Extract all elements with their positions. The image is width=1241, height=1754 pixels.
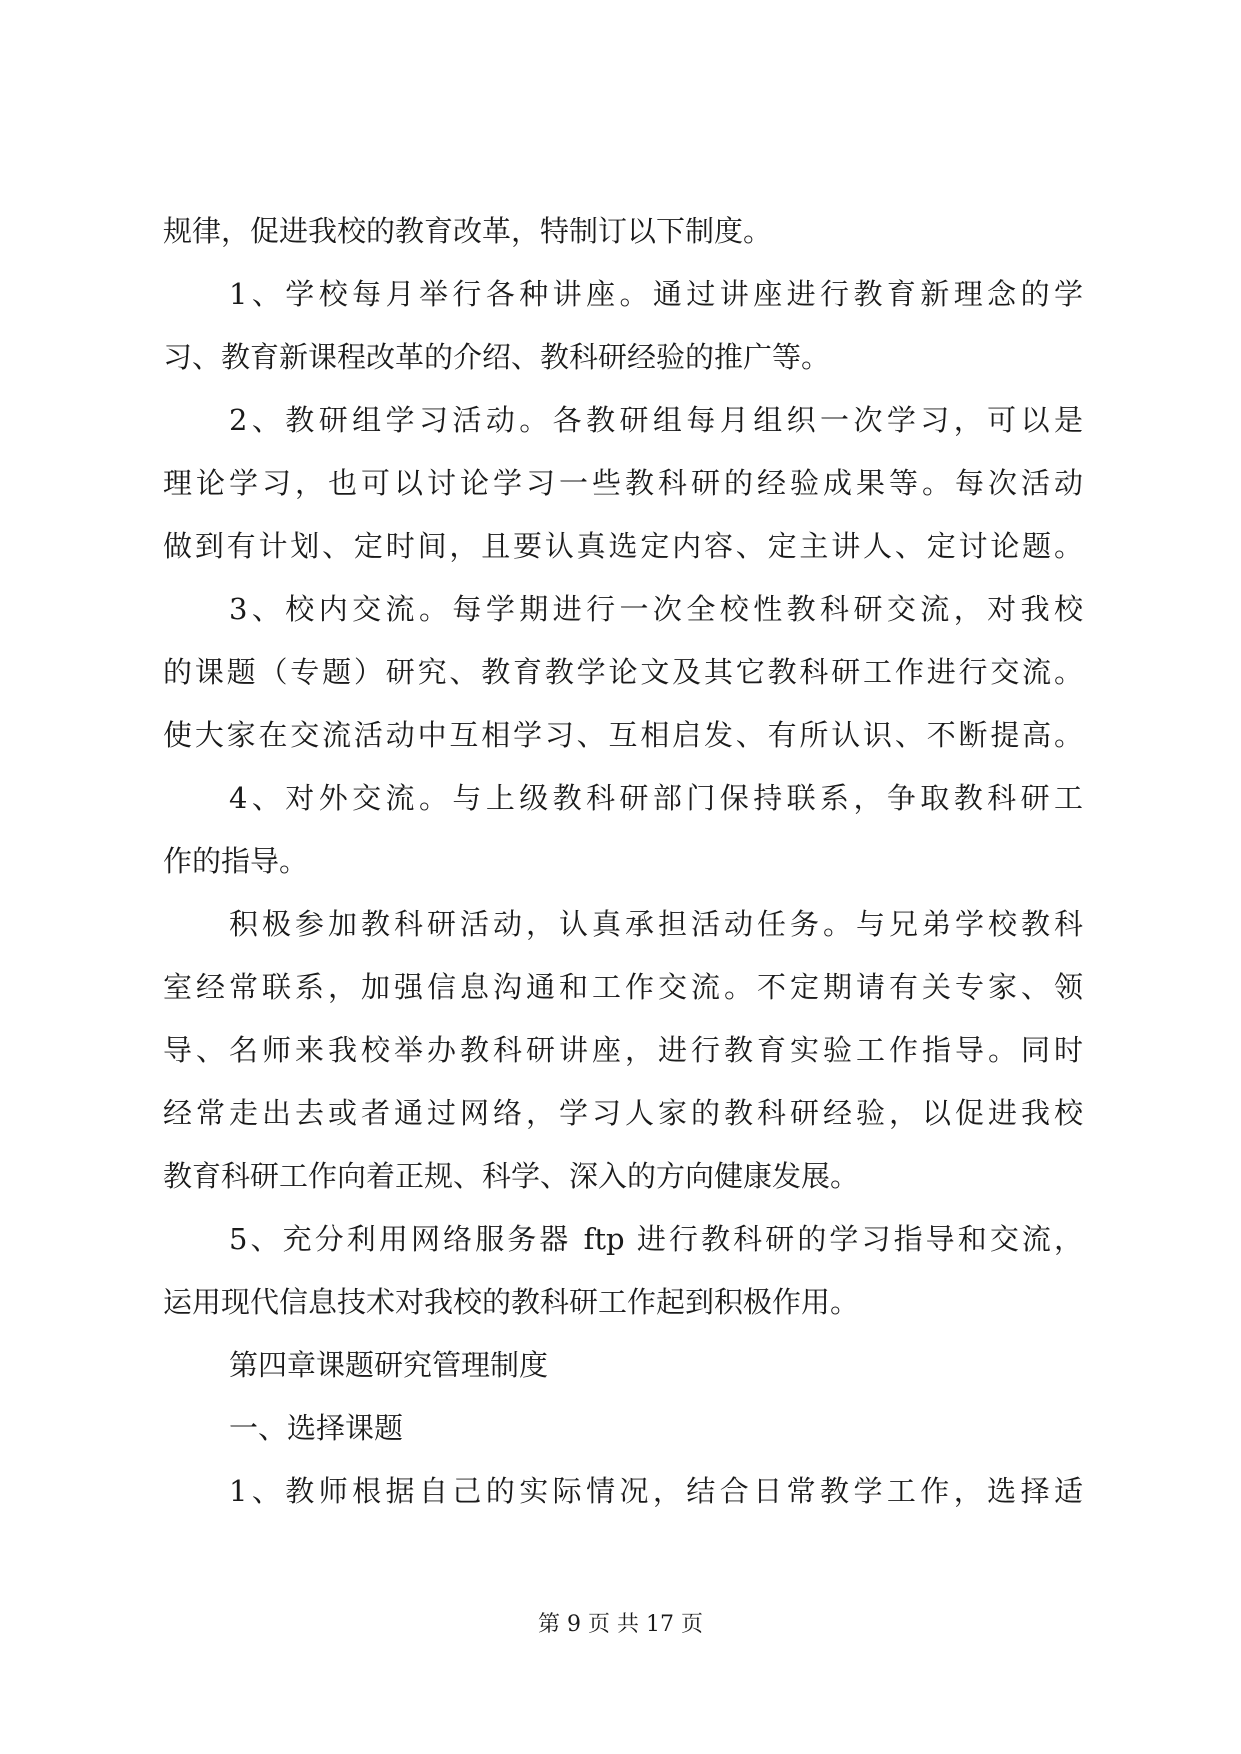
text-line: 习、教育新课程改革的介绍、教科研经验的推广等。 [163, 340, 831, 374]
text-line: 教育科研工作向着正规、科学、深入的方向健康发展。 [163, 1159, 860, 1193]
text-line: 积极参加教科研活动，认真承担活动任务。与兄弟学校教科 [229, 907, 1083, 941]
page-footer: 第 9 页 共 17 页 [538, 1612, 703, 1637]
text-line: 1、学校每月举行各种讲座。通过讲座进行教育新理念的学 [229, 277, 1083, 311]
text-line: 导、名师来我校举办教科研讲座，进行教育实验工作指导。同时 [163, 1033, 1083, 1067]
text-line: 1、教师根据自己的实际情况，结合日常教学工作，选择适 [229, 1474, 1083, 1508]
text-line: 使大家在交流活动中互相学习、互相启发、有所认识、不断提高。 [163, 718, 1083, 752]
text-line: 作的指导。 [163, 844, 309, 878]
text-line: 做到有计划、定时间，且要认真选定内容、定主讲人、定讨论题。 [163, 529, 1083, 563]
text-line: 一、选择课题 [229, 1411, 404, 1445]
text-line: 室经常联系，加强信息沟通和工作交流。不定期请有关专家、领 [163, 970, 1083, 1004]
text-line: 理论学习，也可以讨论学习一些教科研的经验成果等。每次活动 [163, 466, 1083, 500]
text-line: 经常走出去或者通过网络，学习人家的教科研经验，以促进我校 [163, 1096, 1083, 1130]
text-line: 的课题（专题）研究、教育教学论文及其它教科研工作进行交流。 [163, 655, 1083, 689]
text-line: 4、对外交流。与上级教科研部门保持联系，争取教科研工 [229, 781, 1083, 815]
text-line: 5、充分利用网络服务器 ftp 进行教科研的学习指导和交流， [229, 1222, 1083, 1256]
text-line: 2、教研组学习活动。各教研组每月组织一次学习，可以是 [229, 403, 1083, 437]
text-line: 运用现代信息技术对我校的教科研工作起到积极作用。 [163, 1285, 860, 1319]
text-line: 第四章课题研究管理制度 [229, 1348, 549, 1382]
body-text [163, 200, 1083, 1523]
text-line: 规律，促进我校的教育改革，特制订以下制度。 [163, 214, 773, 248]
text-line: 3、校内交流。每学期进行一次全校性教科研交流，对我校 [229, 592, 1083, 626]
